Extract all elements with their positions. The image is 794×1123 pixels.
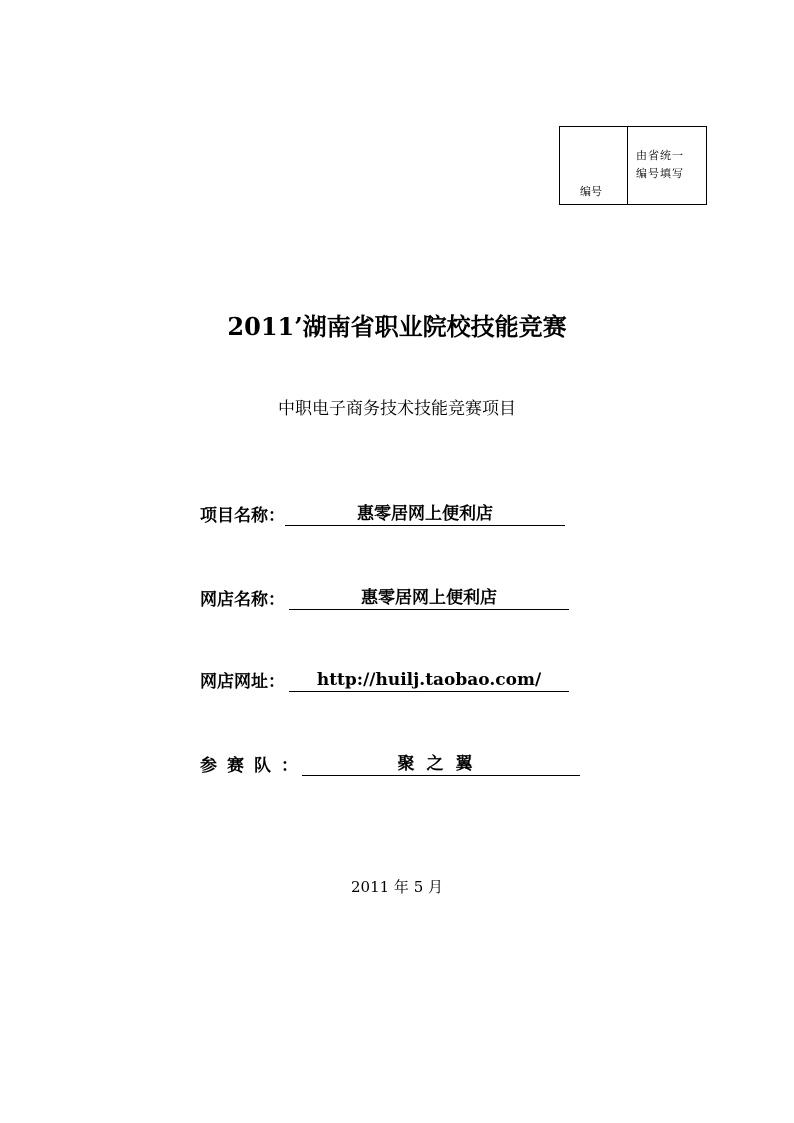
code-note-line2: 编号填写: [636, 167, 684, 180]
field-shop-url: [200, 664, 569, 692]
code-note-line1: 由省统一: [636, 149, 684, 162]
code-label: 编号: [580, 185, 602, 198]
code-note-cell: [628, 127, 706, 204]
document-date: 2011 年 5 月: [350, 878, 444, 896]
field-value-project-name: 惠零居网上便利店: [285, 502, 565, 526]
field-label-project-name: 项目名称：: [200, 506, 285, 526]
field-value-shop-name: 惠零居网上便利店: [289, 586, 569, 610]
code-box: [559, 126, 707, 205]
field-label-team: 参赛队：: [200, 756, 308, 776]
field-team: [200, 748, 580, 776]
document-subtitle: 中职电子商务技术技能竞赛项目: [278, 399, 516, 419]
field-project-name: [200, 498, 565, 526]
document-title: 2011’湖南省职业院校技能竞赛: [227, 312, 567, 341]
code-label-cell: [560, 127, 628, 204]
field-shop-name: [200, 582, 569, 610]
field-label-shop-url: 网店网址：: [200, 672, 285, 692]
field-value-shop-url: http://huilj.taobao.com/: [289, 668, 569, 692]
field-label-shop-name: 网店名称：: [200, 590, 285, 610]
field-value-team: 聚之翼: [302, 752, 580, 776]
